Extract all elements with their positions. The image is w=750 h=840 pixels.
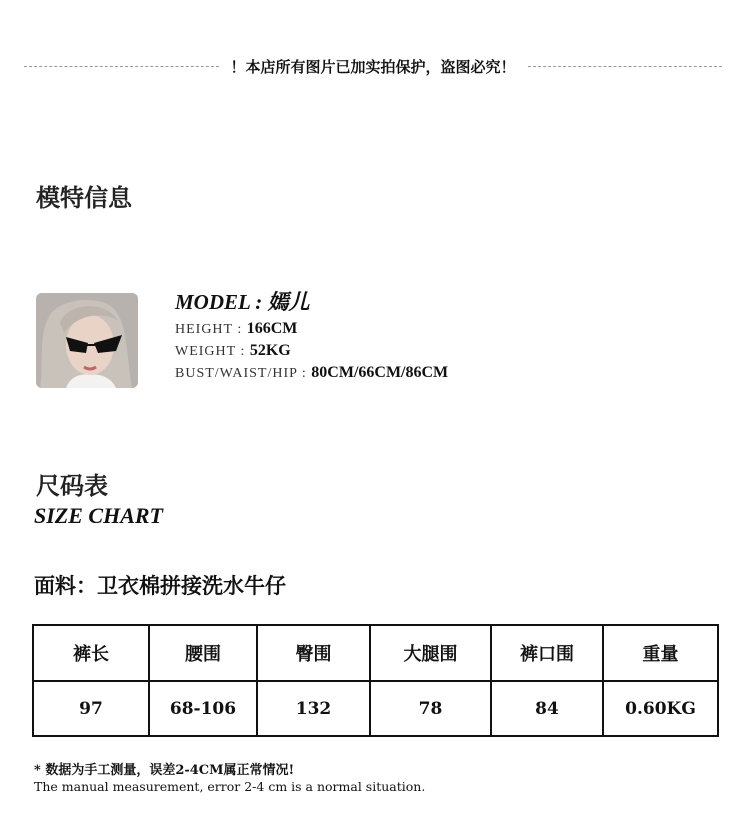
header-cell: 大腿围 xyxy=(370,625,491,681)
bwh-value: 80CM/66CM/86CM xyxy=(311,364,449,381)
size-section-title: 尺码表 xyxy=(36,472,108,500)
notice-text: ！本店所有图片已加实拍保护，盗图必究！ xyxy=(230,57,516,76)
header-cell: 裤长 xyxy=(33,625,149,681)
size-table xyxy=(32,624,719,737)
size-section-title-en: SIZE CHART xyxy=(34,503,163,528)
value-cell: 97 xyxy=(33,681,149,736)
value-cell: 78 xyxy=(370,681,491,736)
model-name-value: 嫣儿 xyxy=(267,290,310,314)
model-name-label: MODEL : xyxy=(175,290,268,314)
value-cell: 132 xyxy=(257,681,370,736)
measurement-note-en: The manual measurement, error 2-4 cm is a normal situation. xyxy=(34,779,426,794)
height-row xyxy=(175,318,448,340)
value-cell: 84 xyxy=(491,681,603,736)
header-cell: 裤口围 xyxy=(491,625,603,681)
table-row xyxy=(33,681,718,736)
header-cell: 臀围 xyxy=(257,625,370,681)
size-table-header-row xyxy=(33,625,718,681)
model-name-row xyxy=(175,286,448,318)
fabric-info: 面料：卫衣棉拼接洗水牛仔 xyxy=(34,573,286,598)
divider-left xyxy=(24,66,219,67)
bwh-row xyxy=(175,362,448,384)
model-info xyxy=(175,286,448,384)
header-cell: 重量 xyxy=(603,625,718,681)
weight-label: WEIGHT : xyxy=(175,344,250,359)
model-section-title: 模特信息 xyxy=(36,184,132,212)
height-value: 166CM xyxy=(246,320,298,337)
value-cell: 0.60KG xyxy=(603,681,718,736)
height-label: HEIGHT : xyxy=(175,322,247,337)
divider-right xyxy=(528,66,723,67)
header-cell: 腰围 xyxy=(149,625,257,681)
weight-value: 52KG xyxy=(249,342,291,359)
bwh-label: BUST/WAIST/HIP : xyxy=(175,366,312,381)
value-cell: 68-106 xyxy=(149,681,257,736)
measurement-note-cn: * 数据为手工测量，误差2-4CM属正常情况! xyxy=(34,763,295,778)
model-avatar xyxy=(36,293,138,388)
copyright-notice xyxy=(24,54,722,78)
weight-row xyxy=(175,340,448,362)
